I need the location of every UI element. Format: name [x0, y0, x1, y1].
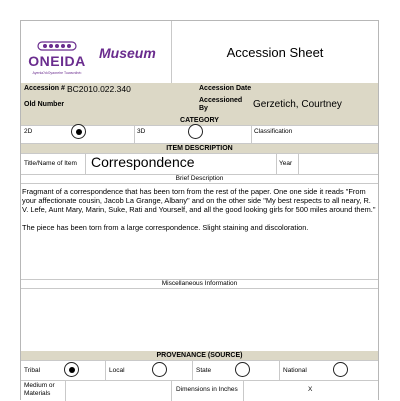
brief-description-label: Brief Description [175, 175, 224, 182]
brief-description-field[interactable] [22, 187, 378, 232]
brief-description-paragraph-2: The piece has been torn from a large correspondence. Slight staining and discoloration. [22, 223, 309, 232]
provenance-local-radio[interactable] [152, 362, 167, 377]
misc-info-field[interactable] [22, 290, 377, 350]
category-2d-label: 2D [24, 128, 33, 135]
provenance-national-label: National [283, 367, 307, 374]
accessioned-by-field[interactable]: Gerzetich, Courtney [253, 99, 342, 110]
dimensions-separator: X [308, 386, 313, 393]
sheet-title: Accession Sheet [226, 45, 324, 60]
item-description-heading: ITEM DESCRIPTION [21, 144, 378, 153]
provenance-tribal-radio[interactable] [64, 362, 79, 377]
category-heading: CATEGORY [21, 116, 378, 125]
title-label: Title/Name of Item [24, 160, 77, 167]
old-number-field[interactable] [81, 100, 181, 111]
medium-field[interactable] [67, 382, 167, 398]
year-label: Year [279, 160, 293, 167]
category-3d-radio[interactable] [188, 124, 203, 139]
provenance-local-label: Local [109, 367, 125, 374]
category-2d-radio[interactable] [71, 124, 86, 139]
medium-label: Medium or Materials [24, 382, 55, 397]
provenance-national-radio[interactable] [333, 362, 348, 377]
logo-emblem-icon [37, 40, 77, 52]
brief-description-paragraph-1: Fragmant of a correspondence that has been torn from the rest of the paper. One one side it reads "From your affectionate cousin, Jacob La Grange, Albany" and on the other side "My best respects to all neary, R. V. Lefe, Aunt Mary, Marin, Suke, Rati and Yourself, and all the good looking girls for 500 miles around them." [22, 187, 376, 214]
accession-number-label: Accession # [24, 85, 65, 92]
provenance-tribal-label: Tribal [24, 367, 41, 374]
accession-date-label: Accession Date [199, 85, 252, 92]
logo-tagline: Ayenlaʔ•kiʔya•nehe Tuwa•nihé• [32, 71, 82, 75]
provenance-state-label: State [196, 367, 212, 374]
year-field[interactable] [300, 155, 376, 172]
category-3d-label: 3D [137, 128, 146, 135]
museum-label: Museum [99, 45, 156, 61]
dimensions-label: Dimensions in Inches [176, 386, 238, 393]
accession-sheet [20, 20, 379, 400]
old-number-label: Old Number [24, 101, 65, 108]
accession-date-field[interactable] [253, 84, 373, 95]
provenance-heading: PROVENANCE (SOURCE) [21, 351, 378, 360]
logo-text: ONEIDA [28, 53, 86, 69]
oneida-logo [25, 37, 85, 83]
accessioned-by-label: Accessioned By [199, 97, 243, 112]
accession-number-field[interactable]: BC2010.022.340 [67, 84, 131, 94]
classification-label: Classification [254, 128, 293, 135]
misc-info-label: Miscellaneous Information [161, 280, 238, 287]
provenance-state-radio[interactable] [235, 362, 250, 377]
title-field[interactable]: Correspondence [91, 154, 195, 170]
